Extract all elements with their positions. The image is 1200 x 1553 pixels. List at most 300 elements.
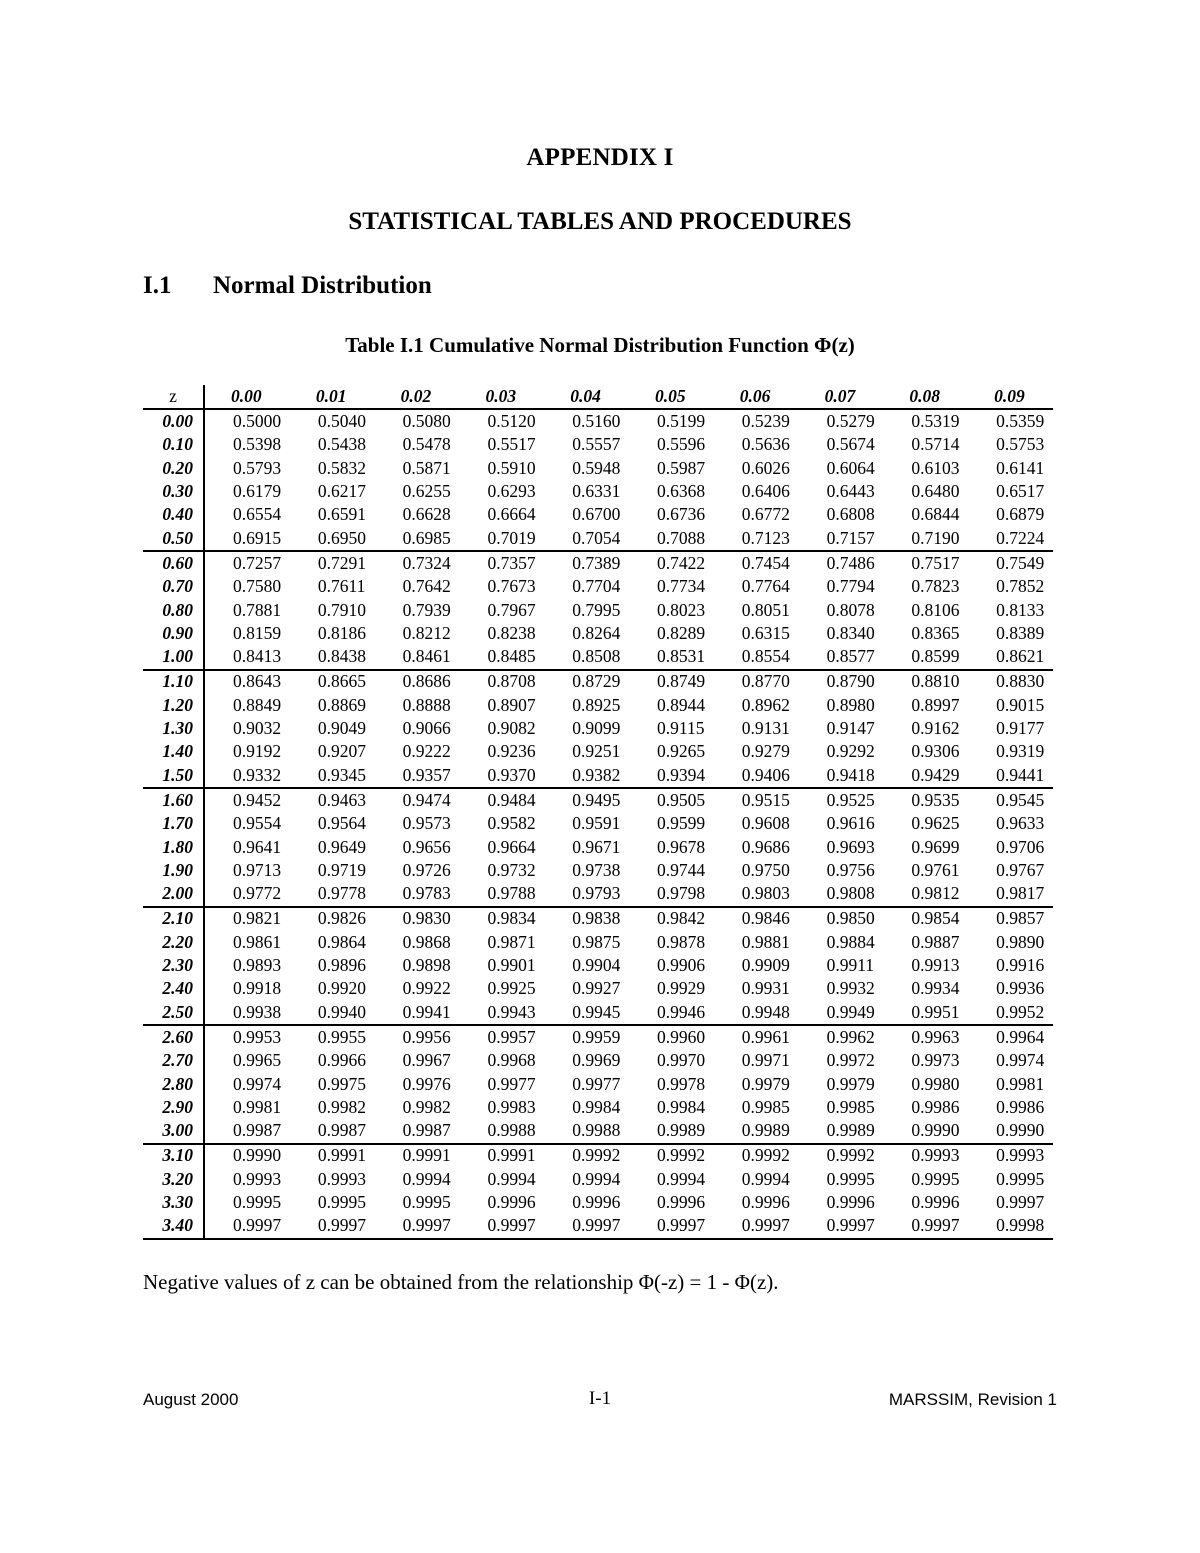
table-cell: 0.9896 <box>317 955 367 976</box>
table-cell: 0.9963 <box>911 1026 960 1047</box>
z-row-label: 1.50 <box>143 764 204 788</box>
table-cell: 0.9956 <box>402 1026 451 1047</box>
table-cell: 0.9495 <box>572 789 621 810</box>
table-cell: 0.9992 <box>572 1145 621 1166</box>
table-cell: 0.9991 <box>402 1145 451 1166</box>
table-cell: 0.7190 <box>883 527 968 551</box>
table-cell: 0.9871 <box>487 931 536 952</box>
table-cell: 0.8708 <box>487 671 536 692</box>
table-cell: 0.9678 <box>657 836 706 857</box>
z-row-label: 2.80 <box>143 1073 204 1096</box>
table-cell: 0.8997 <box>911 694 960 715</box>
table-cell: 0.6141 <box>996 457 1045 478</box>
table-cell: 0.9649 <box>317 836 367 857</box>
table-cell: 0.9979 <box>741 1073 790 1094</box>
table-cell: 0.9382 <box>544 764 629 788</box>
table-cell: 0.9821 <box>233 908 282 929</box>
table-cell: 0.9998 <box>968 1214 1053 1238</box>
table-cell: 0.6480 <box>911 481 960 502</box>
table-cell: 0.9394 <box>629 764 714 788</box>
table-cell: 0.9854 <box>911 908 960 929</box>
table-cell: 0.9927 <box>572 978 621 999</box>
column-header: 0.05 <box>629 385 714 409</box>
table-cell: 0.7088 <box>629 527 714 551</box>
table-cell: 0.9778 <box>290 882 375 906</box>
table-cell: 0.9977 <box>487 1073 536 1094</box>
table-cell: 0.8790 <box>826 671 875 692</box>
table-cell: 0.9968 <box>487 1050 536 1071</box>
table-footnote: Negative values of z can be obtained from the relationship Φ(-z) = 1 - Φ(z). <box>143 1270 779 1294</box>
table-cell: 0.8264 <box>572 622 621 643</box>
table-cell: 0.7794 <box>826 576 875 597</box>
table-cell: 0.6950 <box>290 527 375 551</box>
table-cell: 0.8485 <box>459 645 544 669</box>
table-cell: 0.9953 <box>233 1026 282 1047</box>
table-cell: 0.6844 <box>911 504 960 525</box>
table-cell: 0.9943 <box>459 1001 544 1025</box>
table-cell: 0.9966 <box>317 1050 367 1071</box>
table-cell: 0.9131 <box>741 718 790 739</box>
table-cell: 0.5199 <box>657 411 706 432</box>
table-cell: 0.9925 <box>487 978 536 999</box>
table-cell: 0.9934 <box>911 978 960 999</box>
column-header: 0.04 <box>544 385 629 409</box>
table-cell: 0.9992 <box>657 1145 706 1166</box>
table-cell: 0.9991 <box>317 1145 367 1166</box>
table-cell: 0.9726 <box>402 859 451 880</box>
table-cell: 0.9292 <box>826 741 875 762</box>
table-cell: 0.9884 <box>826 931 875 952</box>
table-cell: 0.9049 <box>317 718 367 739</box>
z-row-label: 2.60 <box>143 1025 204 1049</box>
table-cell: 0.8599 <box>883 645 968 669</box>
table-cell: 0.8106 <box>911 599 960 620</box>
table-row <box>143 1168 1053 1191</box>
table-cell: 0.9959 <box>572 1026 621 1047</box>
table-cell: 0.9982 <box>317 1096 367 1117</box>
table-cell: 0.9995 <box>233 1191 282 1212</box>
table-cell: 0.9994 <box>657 1168 706 1189</box>
table-cell: 0.9996 <box>572 1191 621 1212</box>
table-cell: 0.9989 <box>714 1119 799 1143</box>
table-cell: 0.7734 <box>657 576 706 597</box>
z-row-label: 3.00 <box>143 1119 204 1143</box>
table-cell: 0.9974 <box>996 1050 1045 1071</box>
appendix-subtitle: STATISTICAL TABLES AND PROCEDURES <box>348 208 852 235</box>
table-cell: 0.9846 <box>741 908 790 929</box>
table-cell: 0.9162 <box>911 718 960 739</box>
footer-date: August 2000 <box>143 1390 239 1409</box>
table-cell: 0.7939 <box>402 599 451 620</box>
table-cell: 0.9971 <box>741 1050 790 1071</box>
table-cell: 0.7580 <box>233 576 282 597</box>
table-cell: 0.6591 <box>317 504 367 525</box>
table-cell: 0.5674 <box>826 434 875 455</box>
column-header: 0.09 <box>968 385 1053 409</box>
table-cell: 0.8289 <box>657 622 706 643</box>
table-cell: 0.9418 <box>799 764 884 788</box>
table-cell: 0.9772 <box>204 882 290 906</box>
table-cell: 0.6517 <box>996 481 1045 502</box>
table-cell: 0.9115 <box>657 718 705 739</box>
column-header: 0.06 <box>714 385 799 409</box>
z-row-label: 0.70 <box>143 575 204 598</box>
table-cell: 0.9656 <box>402 836 451 857</box>
table-cell: 0.6406 <box>741 481 790 502</box>
table-cell: 0.9994 <box>487 1168 536 1189</box>
table-cell: 0.9207 <box>317 741 367 762</box>
z-row-label: 3.40 <box>143 1214 204 1238</box>
z-row-label: 2.10 <box>143 907 204 931</box>
z-row-label: 0.40 <box>143 503 204 526</box>
table-cell: 0.8621 <box>968 645 1053 669</box>
table-cell: 0.6664 <box>487 504 536 525</box>
table-cell: 0.5871 <box>402 457 451 478</box>
table-cell: 0.5832 <box>317 457 367 478</box>
table-cell: 0.9515 <box>741 789 790 810</box>
table-cell: 0.7389 <box>572 552 621 573</box>
table-cell: 0.9989 <box>799 1119 884 1143</box>
column-header: 0.03 <box>459 385 544 409</box>
table-cell: 0.9972 <box>826 1050 875 1071</box>
table-cell: 0.7454 <box>741 552 790 573</box>
table-cell: 0.8643 <box>233 671 282 692</box>
table-row <box>143 788 1053 812</box>
table-cell: 0.9990 <box>968 1119 1053 1143</box>
table-cell: 0.9788 <box>459 882 544 906</box>
table-cell: 0.9995 <box>402 1191 451 1212</box>
table-cell: 0.9997 <box>204 1214 290 1238</box>
table-cell: 0.9946 <box>629 1001 714 1025</box>
table-cell: 0.5319 <box>911 411 960 432</box>
z-row-label: 1.00 <box>143 645 204 669</box>
z-row-label: 2.90 <box>143 1096 204 1119</box>
column-header: 0.08 <box>883 385 968 409</box>
table-cell: 0.7611 <box>317 576 366 597</box>
table-cell: 0.9994 <box>741 1168 790 1189</box>
column-header: 0.01 <box>290 385 375 409</box>
z-row-label: 0.00 <box>143 409 204 433</box>
table-cell: 0.9981 <box>996 1073 1045 1094</box>
table-cell: 0.9616 <box>826 813 875 834</box>
table-cell: 0.9994 <box>402 1168 451 1189</box>
table-cell: 0.6331 <box>572 481 621 502</box>
table-cell: 0.8051 <box>741 599 790 620</box>
table-cell: 0.9798 <box>629 882 714 906</box>
table-cell: 0.9236 <box>487 741 536 762</box>
table-cell: 0.9370 <box>459 764 544 788</box>
table-cell: 0.9995 <box>826 1168 875 1189</box>
table-cell: 0.8531 <box>629 645 714 669</box>
table-cell: 0.9931 <box>741 978 790 999</box>
table-cell: 0.8810 <box>911 671 960 692</box>
table-cell: 0.9463 <box>317 789 367 810</box>
table-cell: 0.9887 <box>911 931 960 952</box>
table-cell: 0.5080 <box>402 411 451 432</box>
table-cell: 0.9993 <box>317 1168 367 1189</box>
table-cell: 0.8980 <box>826 694 875 715</box>
table-cell: 0.8849 <box>233 694 282 715</box>
table-row <box>143 434 1053 457</box>
table-cell: 0.9984 <box>572 1096 621 1117</box>
z-row-label: 3.30 <box>143 1191 204 1214</box>
table-cell: 0.6026 <box>741 457 790 478</box>
table-cell: 0.9995 <box>996 1168 1045 1189</box>
table-cell: 0.9975 <box>317 1073 367 1094</box>
table-cell: 0.9991 <box>487 1145 536 1166</box>
table-cell: 0.6808 <box>826 504 875 525</box>
table-cell: 0.9664 <box>487 836 536 857</box>
table-cell: 0.9979 <box>826 1073 875 1094</box>
table-cell: 0.9319 <box>996 741 1045 762</box>
table-cell: 0.9997 <box>883 1214 968 1238</box>
table-cell: 0.9988 <box>544 1119 629 1143</box>
table-cell: 0.9306 <box>911 741 960 762</box>
table-cell: 0.9838 <box>572 908 621 929</box>
z-column-header: z <box>143 385 204 409</box>
table-cell: 0.9964 <box>996 1026 1045 1047</box>
table-cell: 0.6315 <box>741 622 790 643</box>
table-cell: 0.9429 <box>883 764 968 788</box>
table-cell: 0.9251 <box>572 741 621 762</box>
table-cell: 0.9693 <box>826 836 875 857</box>
table-cell: 0.9952 <box>968 1001 1053 1025</box>
table-cell: 0.9996 <box>741 1191 790 1212</box>
table-cell: 0.8554 <box>714 645 799 669</box>
table-cell: 0.5438 <box>317 434 367 455</box>
table-cell: 0.8508 <box>544 645 629 669</box>
table-cell: 0.7224 <box>968 527 1053 551</box>
table-cell: 0.8389 <box>996 622 1045 643</box>
table-cell: 0.9948 <box>714 1001 799 1025</box>
table-cell: 0.6293 <box>487 481 536 502</box>
table-cell: 0.8749 <box>657 671 706 692</box>
table-cell: 0.9993 <box>911 1145 960 1166</box>
table-row <box>143 717 1053 740</box>
table-cell: 0.9985 <box>741 1096 790 1117</box>
footer-document-revision: MARSSIM, Revision 1 <box>888 1390 1057 1409</box>
table-cell: 0.9962 <box>826 1026 875 1047</box>
table-cell: 0.9484 <box>487 789 536 810</box>
table-cell: 0.9744 <box>657 859 706 880</box>
table-row <box>143 977 1053 1000</box>
table-cell: 0.9525 <box>826 789 875 810</box>
table-cell: 0.9875 <box>572 931 621 952</box>
table-cell: 0.6628 <box>402 504 451 525</box>
table-cell: 0.7764 <box>741 576 790 597</box>
table-cell: 0.9988 <box>459 1119 544 1143</box>
table-cell: 0.8438 <box>290 645 375 669</box>
table-cell: 0.9608 <box>741 813 790 834</box>
table-cell: 0.7422 <box>657 552 706 573</box>
table-cell: 0.9970 <box>657 1050 706 1071</box>
table-cell: 0.8665 <box>317 671 367 692</box>
table-cell: 0.9535 <box>911 789 960 810</box>
table-cell: 0.9978 <box>657 1073 706 1094</box>
section-title: Normal Distribution <box>213 272 432 299</box>
table-cell: 0.8686 <box>402 671 451 692</box>
z-row-label: 3.20 <box>143 1168 204 1191</box>
table-cell: 0.7054 <box>544 527 629 551</box>
table-cell: 0.9932 <box>826 978 875 999</box>
section-heading <box>143 272 432 300</box>
table-cell: 0.9973 <box>911 1050 960 1071</box>
table-cell: 0.9906 <box>657 955 706 976</box>
table-cell: 0.9949 <box>799 1001 884 1025</box>
z-row-label: 2.00 <box>143 882 204 906</box>
table-cell: 0.5120 <box>487 411 536 432</box>
table-cell: 0.9783 <box>375 882 460 906</box>
section-number: I.1 <box>143 272 172 299</box>
table-cell: 0.8023 <box>657 599 706 620</box>
table-cell: 0.5753 <box>996 434 1045 455</box>
z-row-label: 1.60 <box>143 788 204 812</box>
table-row <box>143 1214 1053 1238</box>
table-cell: 0.9861 <box>233 931 282 952</box>
table-cell: 0.7673 <box>487 576 536 597</box>
z-row-label: 3.10 <box>143 1144 204 1168</box>
table-cell: 0.6772 <box>741 504 790 525</box>
table-cell: 0.9965 <box>233 1050 282 1071</box>
table-cell: 0.9868 <box>402 931 451 952</box>
table-cell: 0.6700 <box>572 504 621 525</box>
table-row <box>143 882 1053 906</box>
table-cell: 0.9505 <box>657 789 706 810</box>
table-cell: 0.8770 <box>741 671 790 692</box>
table-cell: 0.5987 <box>657 457 706 478</box>
table-cell: 0.8365 <box>911 622 960 643</box>
table-cell: 0.5160 <box>572 411 621 432</box>
table-cell: 0.8944 <box>657 694 706 715</box>
table-cell: 0.9961 <box>741 1026 790 1047</box>
table-cell: 0.6064 <box>826 457 875 478</box>
table-cell: 0.8830 <box>996 671 1045 692</box>
table-cell: 0.9554 <box>233 813 282 834</box>
table-cell: 0.6368 <box>657 481 706 502</box>
table-row <box>143 954 1053 977</box>
table-cell: 0.9993 <box>233 1168 282 1189</box>
column-header: 0.02 <box>375 385 460 409</box>
table-cell: 0.5359 <box>996 411 1045 432</box>
z-row-label: 1.20 <box>143 694 204 717</box>
table-cell: 0.9993 <box>996 1145 1045 1166</box>
table-cell: 0.9793 <box>544 882 629 906</box>
table-cell: 0.8340 <box>826 622 875 643</box>
table-cell: 0.9750 <box>741 859 790 880</box>
table-cell: 0.9857 <box>996 908 1045 929</box>
table-cell: 0.9996 <box>911 1191 960 1212</box>
table-row <box>143 931 1053 954</box>
table-cell: 0.7549 <box>996 552 1045 573</box>
table-cell: 0.9850 <box>826 908 875 929</box>
table-cell: 0.5714 <box>911 434 960 455</box>
table-header-row <box>143 385 1053 409</box>
table-cell: 0.7486 <box>826 552 875 573</box>
table-row <box>143 859 1053 882</box>
table-cell: 0.6736 <box>657 504 706 525</box>
table-cell: 0.7324 <box>402 552 451 573</box>
table-row <box>143 1073 1053 1096</box>
table-cell: 0.7257 <box>233 552 282 573</box>
table-cell: 0.9699 <box>911 836 960 857</box>
table-cell: 0.8461 <box>375 645 460 669</box>
table-cell: 0.9706 <box>996 836 1045 857</box>
table-cell: 0.9938 <box>204 1001 290 1025</box>
table-cell: 0.9996 <box>826 1191 875 1212</box>
table-cell: 0.9976 <box>402 1073 451 1094</box>
z-row-label: 0.30 <box>143 480 204 503</box>
table-row <box>143 527 1053 551</box>
table-cell: 0.9994 <box>572 1168 621 1189</box>
table-cell: 0.9893 <box>233 955 282 976</box>
table-cell: 0.9177 <box>996 718 1045 739</box>
table-cell: 0.9997 <box>996 1191 1045 1212</box>
table-cell: 0.8729 <box>572 671 621 692</box>
table-row <box>143 599 1053 622</box>
table-cell: 0.9732 <box>487 859 536 880</box>
table-cell: 0.7910 <box>317 599 367 620</box>
table-cell: 0.9980 <box>911 1073 960 1094</box>
table-cell: 0.9767 <box>996 859 1045 880</box>
table-cell: 0.7967 <box>487 599 536 620</box>
table-cell: 0.9898 <box>402 955 451 976</box>
table-cell: 0.9997 <box>459 1214 544 1238</box>
table-cell: 0.9997 <box>375 1214 460 1238</box>
table-cell: 0.9474 <box>402 789 451 810</box>
table-row <box>143 457 1053 480</box>
table-row <box>143 1144 1053 1168</box>
table-cell: 0.9955 <box>317 1026 367 1047</box>
table-cell: 0.7704 <box>572 576 621 597</box>
table-cell: 0.9713 <box>233 859 282 880</box>
table-row <box>143 1001 1053 1025</box>
table-cell: 0.7123 <box>714 527 799 551</box>
table-cell: 0.9015 <box>996 694 1045 715</box>
table-cell: 0.9812 <box>883 882 968 906</box>
table-cell: 0.9918 <box>233 978 282 999</box>
table-cell: 0.9066 <box>402 718 451 739</box>
z-row-label: 1.90 <box>143 859 204 882</box>
table-cell: 0.9990 <box>883 1119 968 1143</box>
table-cell: 0.5596 <box>657 434 706 455</box>
table-cell: 0.8238 <box>487 622 536 643</box>
table-cell: 0.9357 <box>375 764 460 788</box>
table-cell: 0.5636 <box>741 434 790 455</box>
table-cell: 0.9982 <box>402 1096 451 1117</box>
table-row <box>143 694 1053 717</box>
table-cell: 0.6255 <box>402 481 451 502</box>
table-cell: 0.5040 <box>317 411 367 432</box>
table-cell: 0.9599 <box>657 813 706 834</box>
table-cell: 0.9990 <box>233 1145 282 1166</box>
table-cell: 0.9756 <box>826 859 875 880</box>
table-row <box>143 836 1053 859</box>
table-cell: 0.9082 <box>487 718 536 739</box>
table-cell: 0.9901 <box>487 955 536 976</box>
table-cell: 0.9997 <box>714 1214 799 1238</box>
table-cell: 0.6217 <box>317 481 367 502</box>
table-caption: Table I.1 Cumulative Normal Distribution Function Φ(z) <box>345 333 855 357</box>
table-cell: 0.9265 <box>657 741 706 762</box>
appendix-title: APPENDIX I <box>526 144 674 171</box>
z-row-label: 0.90 <box>143 622 204 645</box>
z-row-label: 0.10 <box>143 434 204 457</box>
table-cell: 0.9986 <box>911 1096 960 1117</box>
page-number: I-1 <box>588 1388 612 1409</box>
table-cell: 0.9987 <box>204 1119 290 1143</box>
table-cell: 0.9911 <box>826 955 875 976</box>
table-cell: 0.8907 <box>487 694 536 715</box>
